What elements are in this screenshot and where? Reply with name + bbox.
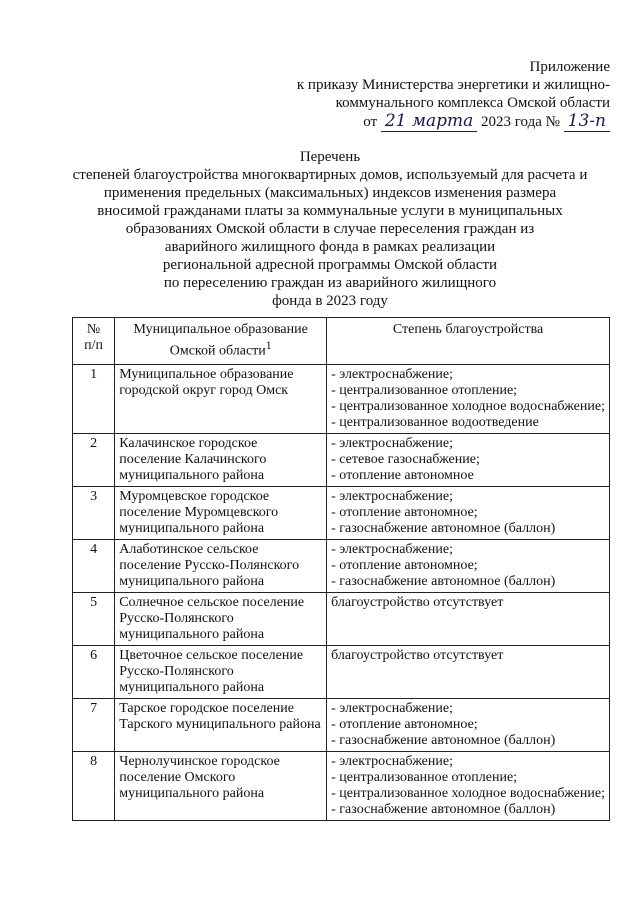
header-number-pp: п/п — [84, 338, 104, 353]
row-number: 1 — [73, 364, 115, 433]
table-row — [73, 698, 610, 751]
appendix-header — [250, 58, 610, 131]
improvement-degree — [327, 433, 610, 486]
degree-item: - централизованное отопление; — [331, 769, 518, 785]
handwritten-date: 21 марта — [381, 111, 477, 132]
degree-item: - электроснабжение; — [331, 488, 453, 504]
row-number: 7 — [73, 698, 115, 751]
row-number: 3 — [73, 486, 115, 539]
improvement-degrees-table — [72, 317, 610, 821]
municipality-name: Алаботинское сельское поселение Русско-Полянского муниципального района — [115, 539, 327, 592]
degree-item: - газоснабжение автономное (баллон) — [331, 520, 556, 536]
municipality-name: Цветочное сельское поселение Русско-Полянского муниципального района — [115, 645, 327, 698]
header-municipality-label: Муниципальное образование Омской области — [133, 322, 308, 359]
degree-item: - централизованное отопление; — [331, 382, 518, 398]
degree-item: - электроснабжение; — [331, 700, 453, 716]
degree-item: - газоснабжение автономное (баллон) — [331, 801, 556, 817]
degree-item: - отопление автономное; — [331, 504, 478, 520]
row-number: 8 — [73, 751, 115, 820]
header-number-sign: № — [86, 322, 101, 337]
table-row — [73, 486, 610, 539]
table-row — [73, 645, 610, 698]
degree-item: - централизованное холодное водоснабжение; — [331, 398, 605, 414]
appendix-date-line — [250, 112, 610, 131]
title-line: степеней благоустройства многоквартирных домов, используемый для расчета и — [72, 167, 588, 183]
title-line: фонда в 2023 году — [272, 293, 388, 309]
municipality-name: Тарское городское поселение Тарского муниципального района — [115, 698, 327, 751]
degree-item: - электроснабжение; — [331, 541, 453, 557]
degree-item: - газоснабжение автономное (баллон) — [331, 732, 556, 748]
row-number: 6 — [73, 645, 115, 698]
table-header-row — [73, 318, 610, 365]
degree-item: - отопление автономное; — [331, 557, 478, 573]
title-line: образованиях Омской области в случае переселения граждан из — [125, 221, 535, 237]
title-line: вносимой гражданами платы за коммунальные услуги в муниципальных — [97, 203, 563, 219]
improvement-degree — [327, 364, 610, 433]
table-row — [73, 364, 610, 433]
row-number: 2 — [73, 433, 115, 486]
appendix-label: Приложение — [529, 59, 610, 75]
degree-item: благоустройство отсутствует — [331, 594, 504, 610]
footnote-marker: 1 — [265, 339, 272, 352]
table-row — [73, 539, 610, 592]
municipality-name: Муромцевское городское поселение Муромцевского муниципального района — [115, 486, 327, 539]
improvement-degree — [327, 698, 610, 751]
degree-item: - газоснабжение автономное (баллон) — [331, 573, 556, 589]
table-row — [73, 592, 610, 645]
table-row — [73, 433, 610, 486]
degree-item: - централизованное водоотведение — [331, 414, 539, 430]
degree-item: - отопление автономное — [331, 467, 474, 483]
title-line: по переселению граждан из аварийного жилищного — [163, 275, 497, 291]
municipality-name: Чернолучинское городское поселение Омского муниципального района — [115, 751, 327, 820]
degree-item: - сетевое газоснабжение; — [331, 451, 480, 467]
municipality-name: Калачинское городское поселение Калачинского муниципального района — [115, 433, 327, 486]
degree-item: - централизованное холодное водоснабжение; — [331, 785, 605, 801]
municipality-name: Муниципальное образование городской округ город Омск — [115, 364, 327, 433]
header-degree — [327, 318, 610, 365]
improvement-degree — [327, 751, 610, 820]
improvement-degree — [327, 486, 610, 539]
date-prefix: от — [363, 114, 378, 130]
document-title — [60, 148, 600, 310]
improvement-degree — [327, 645, 610, 698]
improvement-degree — [327, 539, 610, 592]
row-number: 4 — [73, 539, 115, 592]
appendix-ministry-line: коммунального комплекса Омской области — [335, 95, 610, 111]
improvement-degree — [327, 592, 610, 645]
appendix-order-line: к приказу Министерства энергетики и жилищно- — [296, 77, 610, 93]
row-number: 5 — [73, 592, 115, 645]
title-line: аварийного жилищного фонда в рамках реализации — [164, 239, 496, 255]
table-body — [73, 364, 610, 820]
degree-item: - электроснабжение; — [331, 435, 453, 451]
table-row — [73, 751, 610, 820]
handwritten-number: 13-п — [564, 111, 610, 132]
degree-item: - отопление автономное; — [331, 716, 478, 732]
title-line: применения предельных (максимальных) индексов изменения размера — [103, 185, 557, 201]
degree-item: благоустройство отсутствует — [331, 647, 504, 663]
degree-item: - электроснабжение; — [331, 366, 453, 382]
degree-item: - электроснабжение; — [331, 753, 453, 769]
title-line: региональной адресной программы Омской области — [162, 257, 498, 273]
header-municipality — [115, 318, 327, 365]
header-number — [73, 318, 115, 365]
municipality-name: Солнечное сельское поселение Русско-Полянского муниципального района — [115, 592, 327, 645]
title-heading: Перечень — [299, 149, 361, 165]
year-text: 2023 года № — [480, 114, 560, 130]
header-degree-label: Степень благоустройства — [392, 322, 544, 337]
